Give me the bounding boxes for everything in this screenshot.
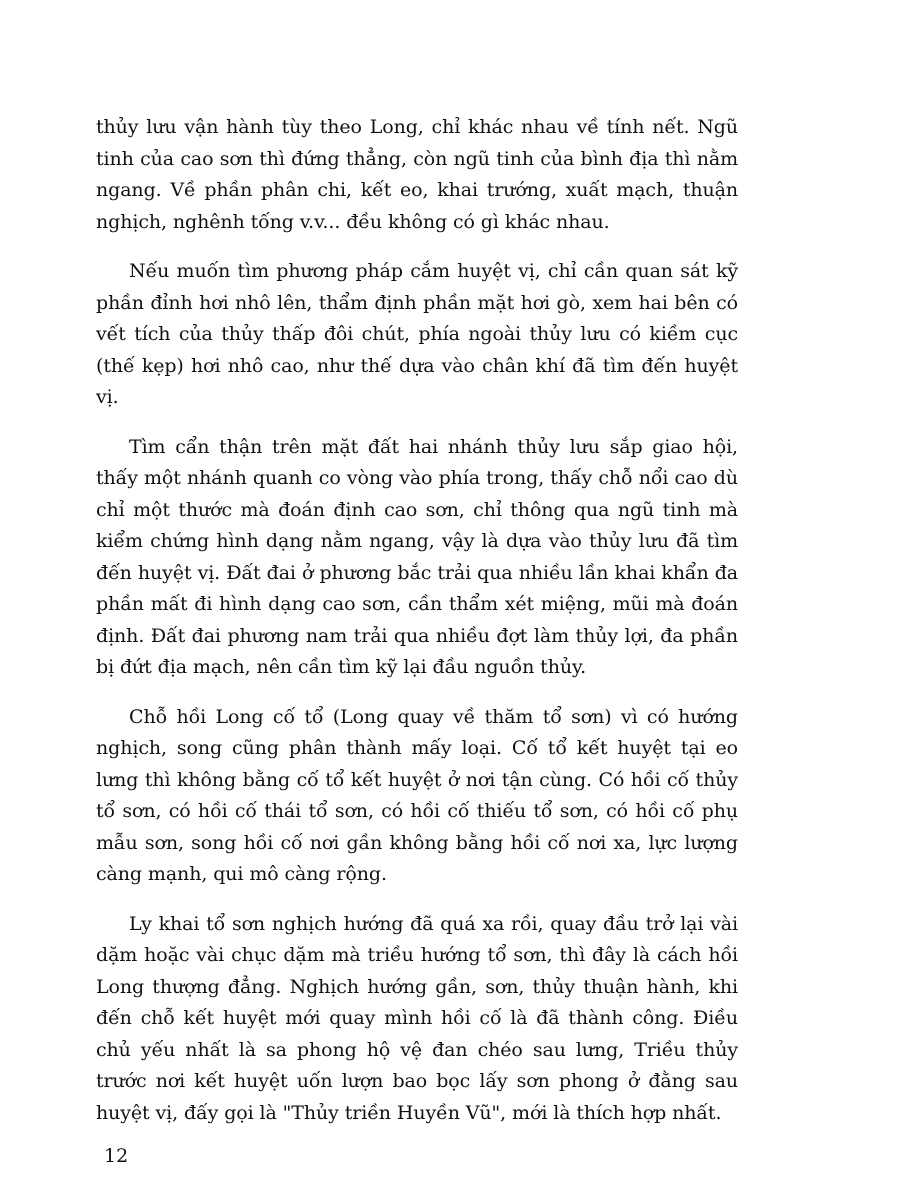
paragraph-5: Ly khai tổ sơn nghịch hướng đã quá xa rồi, quay đầu trở lại vài dặm hoặc vài chục dặm mà triều hướng tổ sơn, thì đây là cách hồi Long thượng đẳng. Nghịch hướng gần, sơn, thủy thuận hành, khi đến chỗ kết huyệt mới quay mình hồi cố là đã thành công. Điều chủ yếu nhất là sa phong hộ vệ đan chéo sau lưng, Triều thủy trước nơi kết huyệt uốn lượn bao bọc lấy sơn phong ở đằng sau huyệt vị, đấy gọi là "Thủy triền Huyền Vũ", mới là thích hợp nhất. [96, 912, 738, 1124]
paragraph-2: Nếu muốn tìm phương pháp cắm huyệt vị, chỉ cần quan sát kỹ phần đỉnh hơi nhô lên, thẩm định phần mặt hơi gò, xem hai bên có vết tích của thủy thấp đôi chút, phía ngoài thủy lưu có kiềm cục (thế kẹp) hơi nhô cao, như thế dựa vào chân khí đã tìm đến huyệt vị. [96, 260, 738, 408]
paragraph-1: thủy lưu vận hành tùy theo Long, chỉ khác nhau về tính nết. Ngũ tinh của cao sơn thì đứng thẳng, còn ngũ tinh của bình địa thì nằm ngang. Về phần phân chi, kết eo, khai trướng, xuất mạch, thuận nghịch, nghênh tống v.v... đều không có gì khác nhau. [96, 116, 738, 233]
body-text [96, 112, 738, 1147]
paragraph-3: Tìm cẩn thận trên mặt đất hai nhánh thủy lưu sắp giao hội, thấy một nhánh quanh co vòng vào phía trong, thấy chỗ nổi cao dù chỉ một thước mà đoán định cao sơn, chỉ thông qua ngũ tinh mà kiểm chứng hình dạng nằm ngang, vậy là dựa vào thủy lưu đã tìm đến huyệt vị. Đất đai ở phương bắc trải qua nhiều lần khai khẩn đa phần mất đi hình dạng cao sơn, cần thẩm xét miệng, mũi mà đoán định. Đất đai phương nam trải qua nhiều đợt làm thủy lợi, đa phần bị đứt địa mạch, nên cần tìm kỹ lại đầu nguồn thủy. [96, 435, 738, 678]
page-number: 12 [104, 1145, 129, 1167]
paragraph-4: Chỗ hồi Long cố tổ (Long quay về thăm tổ sơn) vì có hướng nghịch, song cũng phân thành mấy loại. Cố tổ kết huyệt tại eo lưng thì không bằng cố tổ kết huyệt ở nơi tận cùng. Có hồi cố thủy tổ sơn, có hồi cố thái tổ sơn, có hồi cố thiếu tổ sơn, có hồi cố phụ mẫu sơn, song hồi cố nơi gần không bằng hồi cố nơi xa, lực lượng càng mạnh, qui mô càng rộng. [96, 705, 738, 885]
